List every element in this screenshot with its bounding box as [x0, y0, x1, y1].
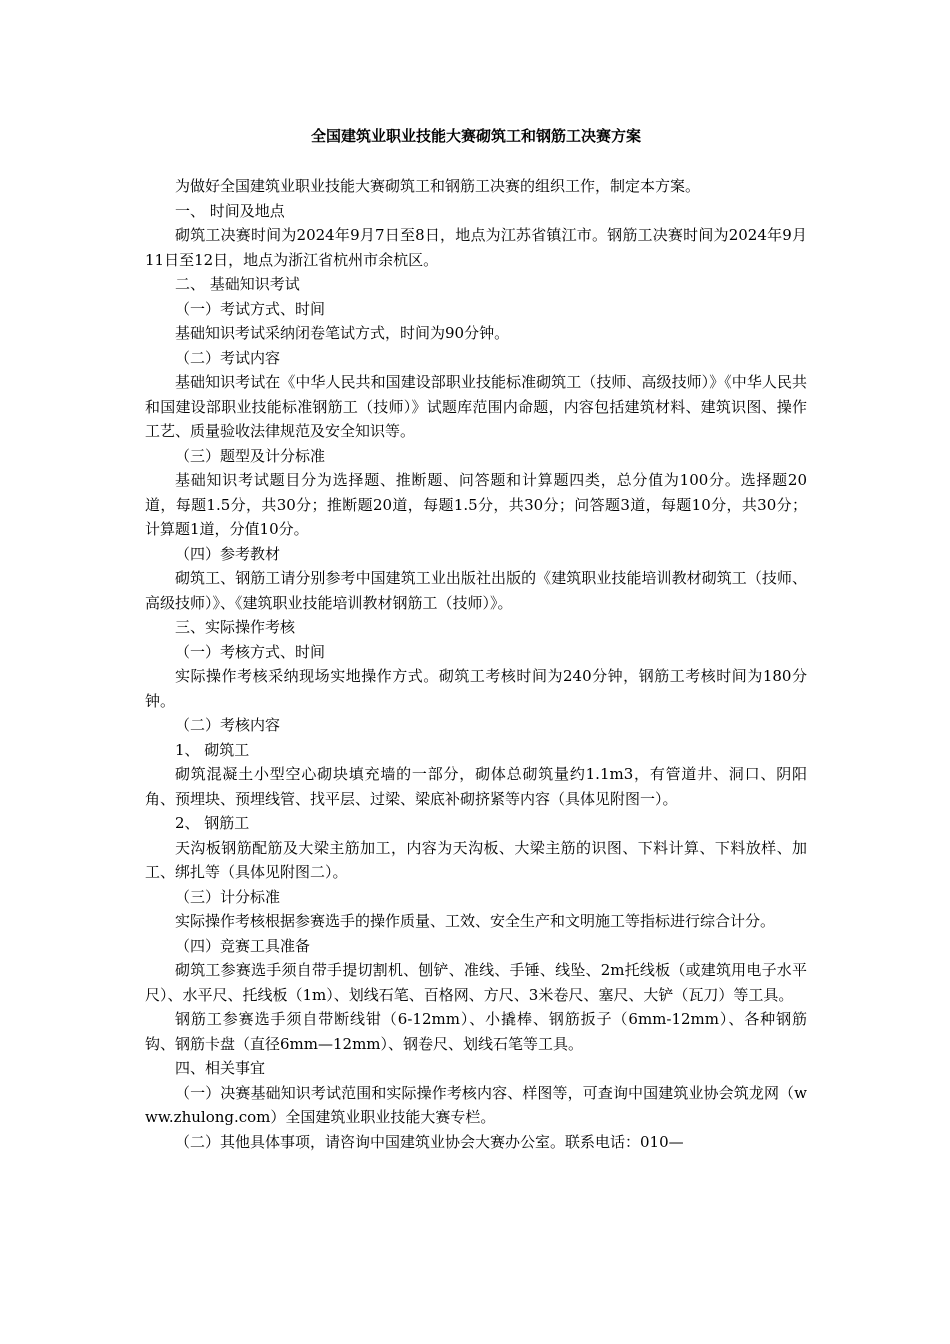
subheading-reference-books: （四）参考教材: [175, 544, 281, 563]
subheading-exam-content: （二）考试内容: [175, 348, 281, 367]
section-heading-time-place: 一、 时间及地点: [175, 201, 285, 220]
document-title: 全国建筑业职业技能大赛砌筑工和钢筋工决赛方案: [310, 127, 641, 145]
paragraph-scoring: 实际操作考核根据参赛选手的操作质量、工效、安全生产和文明施工等指标进行综合计分。: [175, 912, 776, 930]
paragraph-related-2: （二）其他具体事项，请咨询中国建筑业协会大赛办公室。联系电话：010—: [175, 1132, 684, 1151]
paragraph-exam-method: 基础知识考试采纳闭卷笔试方式，时间为90分钟。: [175, 324, 510, 342]
section-heading-practical: 三、实际操作考核: [175, 618, 296, 636]
paragraph-tools-bricklayer: 砌筑工参赛选手须自带手提切割机、刨铲、准线、手锤、线坠、2m托线板（或建筑用电子水平尺）、水平尺、托线板（1m）、划线石笔、百格网、方尺、3米卷尺、塞尺、大铲（瓦刀）等工具。: [145, 961, 807, 1004]
document-page: [145, 126, 807, 1154]
paragraph-exam-content: 基础知识考试在《中华人民共和国建设部职业技能标准砌筑工（技师、高级技师）》《中华人民共和国建设部职业技能标准钢筋工（技师）》试题库范围内命题，内容包括建筑材料、建筑识图、操作工艺、质量验收法律规范及安全知识等。: [145, 373, 807, 440]
subheading-exam-method: （一）考试方式、时间: [175, 299, 326, 318]
section-heading-basic-exam: 二、 基础知识考试: [175, 275, 300, 293]
paragraph-time-place: 砌筑工决赛时间为2024年9月7日至8日，地点为江苏省镇江市。钢筋工决赛时间为2024年9月11日至12日，地点为浙江省杭州市余杭区。: [145, 226, 807, 269]
paragraph-tools-rebar: 钢筋工参赛选手须自带断线钳（6-12mm）、小撬棒、钢筋扳子（6mm-12mm）、各种钢筋钩、钢筋卡盘（直径6mm—12mm）、钢卷尺、划线石笔等工具。: [145, 1010, 807, 1053]
paragraph-bricklayer: 砌筑混凝土小型空心砌块填充墙的一部分，砌体总砌筑量约1.1m3，有管道井、洞口、阴阳角、预埋块、预埋线管、找平层、过梁、梁底补砌挤紧等内容（具体见附图一）。: [145, 765, 807, 808]
paragraph-related-1: （一）决赛基础知识考试范围和实际操作考核内容、样图等，可查询中国建筑业协会筑龙网（www.zhulong.com）全国建筑业职业技能大赛专栏。: [145, 1083, 807, 1126]
paragraph-reference-books: 砌筑工、钢筋工请分别参考中国建筑工业出版社出版的《建筑职业技能培训教材砌筑工（技师、高级技师）》、《建筑职业技能培训教材钢筋工（技师）》。: [145, 569, 807, 612]
item-heading-bricklayer: 1、 砌筑工: [175, 740, 250, 759]
subheading-practical-method: （一）考核方式、时间: [175, 642, 326, 661]
paragraph-rebar: 天沟板钢筋配筋及大梁主筋加工，内容为天沟板、大梁主筋的识图、下料计算、下料放样、加工、绑扎等（具体见附图二）。: [145, 838, 807, 881]
section-heading-related: 四、相关事宜: [175, 1059, 266, 1077]
paragraph-practical-method: 实际操作考核采纳现场实地操作方式。砌筑工考核时间为240分钟，钢筋工考核时间为180分钟。: [145, 667, 807, 710]
subheading-tools: （四）竞赛工具准备: [175, 936, 311, 955]
paragraph-question-types: 基础知识考试题目分为选择题、推断题、问答题和计算题四类，总分值为100分。选择题20道，每题1.5分，共30分；推断题20道，每题1.5分，共30分；问答题3道，每题10分，共30分；计算题1道，分值10分。: [145, 471, 807, 538]
subheading-scoring: （三）计分标准: [175, 887, 281, 906]
intro-paragraph: 为做好全国建筑业职业技能大赛砌筑工和钢筋工决赛的组织工作，制定本方案。: [175, 177, 701, 195]
item-heading-rebar: 2、 钢筋工: [175, 814, 250, 832]
subheading-practical-content: （二）考核内容: [175, 716, 281, 734]
subheading-question-types: （三）题型及计分标准: [175, 446, 326, 465]
